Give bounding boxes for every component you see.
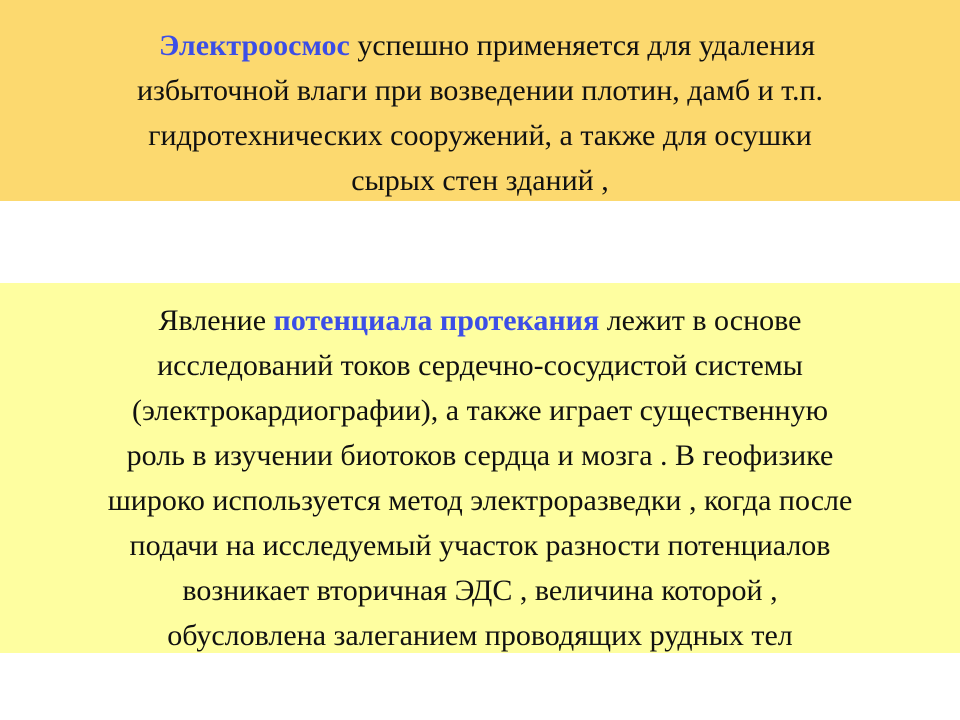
paragraph-line: широко используется метод электроразведки , когда после	[107, 484, 853, 517]
paragraph-line: избыточной влаги при возведении плотин, дамб и т.п.	[136, 74, 824, 107]
paragraph-line: гидротехнических сооружений, а также для осушки	[148, 119, 812, 152]
line-text: лежит в основе	[599, 304, 802, 337]
electroosmosis-paragraph	[0, 0, 960, 201]
paragraph-line: сырых стен зданий ,	[351, 164, 609, 197]
paragraph-line: возникает вторичная ЭДС , величина которой ,	[182, 574, 778, 607]
line-text: Явление	[158, 304, 274, 337]
paragraph-line	[0, 298, 960, 343]
line-text: успешно применяется для удаления	[349, 29, 816, 62]
paragraph-line: (электрокардиографии), а также играет существенную	[131, 394, 829, 427]
paragraph-line: роль в изучении биотоков сердца и мозга . В геофизике	[126, 439, 834, 472]
term-streaming-potential: потенциала протекания	[273, 304, 600, 337]
paragraph-line	[0, 23, 960, 68]
paragraph-line: исследований токов сердечно-сосудистой системы	[157, 349, 803, 382]
streaming-potential-paragraph	[0, 283, 960, 653]
paragraph-line: обусловлена залеганием проводящих рудных тел	[167, 619, 793, 652]
term-electroosmosis: Электроосмос	[158, 29, 350, 62]
paragraph-line: подачи на исследуемый участок разности потенциалов	[129, 529, 831, 562]
